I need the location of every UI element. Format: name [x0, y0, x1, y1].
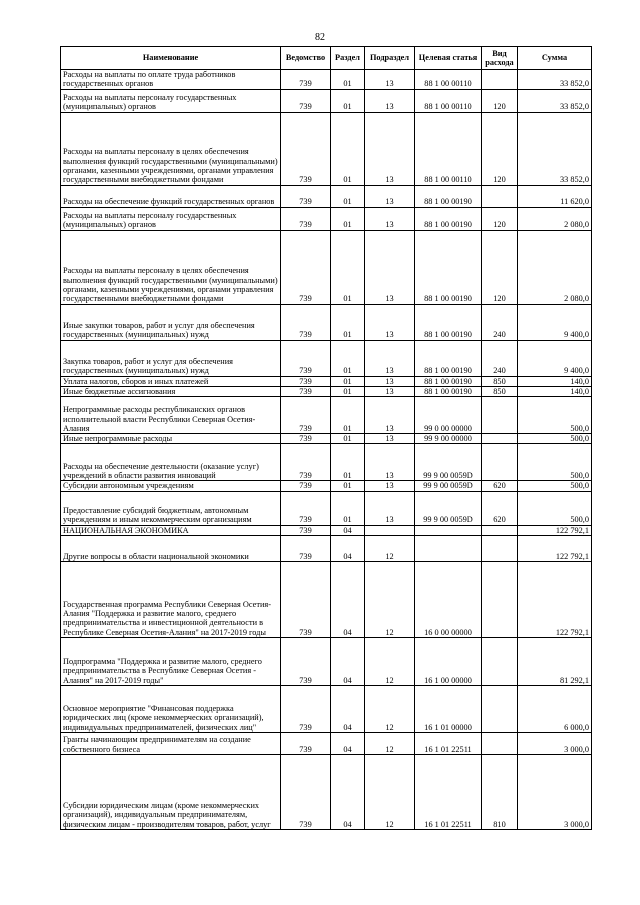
table-row [61, 386, 592, 396]
cell-section: 01 [331, 376, 365, 386]
cell-subsection: 13 [365, 491, 415, 525]
cell-target [415, 535, 482, 561]
cell-amount: 81 292,1 [518, 637, 592, 685]
cell-target: 88 1 00 00190 [415, 230, 482, 304]
cell-target: 88 1 00 00190 [415, 207, 482, 230]
cell-name: Предоставление субсидий бюджетным, автономным учреждениям и иным некоммерческим организациям [61, 491, 281, 525]
cell-amount: 122 792,1 [518, 525, 592, 535]
cell-name: Основное мероприятие "Финансовая поддержка юридических лиц (кроме некоммерческих организаций), индивидуальных предпринимателей, физических лиц" [61, 685, 281, 732]
cell-name: Расходы на выплаты по оплате труда работников государственных органов [61, 70, 281, 90]
cell-subsection: 13 [365, 304, 415, 340]
cell-name: Непрограммные расходы республиканских органов исполнительной власти Республики Северная Осетия-Алания [61, 397, 281, 434]
cell-amount: 140,0 [518, 386, 592, 396]
cell-amount: 500,0 [518, 397, 592, 434]
cell-department: 739 [281, 685, 331, 732]
cell-section: 01 [331, 397, 365, 434]
cell-target: 99 9 00 0059D [415, 444, 482, 481]
cell-name: Расходы на выплаты персоналу государственных (муниципальных) органов [61, 89, 281, 112]
cell-amount: 500,0 [518, 434, 592, 444]
table-row [61, 535, 592, 561]
cell-target: 88 1 00 00190 [415, 340, 482, 376]
header-target: Целевая статья [415, 47, 482, 70]
cell-expense-type: 120 [482, 89, 518, 112]
cell-name: Государственная программа Республики Северная Осетия-Алания "Поддержка и развитие малого, среднего предпринимательства и инвестиционной деятельности в Республике Северная Осетия-Алания" на 2017-2019 годы [61, 561, 281, 637]
budget-table [60, 46, 592, 830]
cell-expense-type [482, 561, 518, 637]
cell-expense-type [482, 525, 518, 535]
cell-expense-type [482, 70, 518, 90]
cell-section: 04 [331, 732, 365, 754]
cell-target: 88 1 00 00190 [415, 185, 482, 207]
table-row [61, 754, 592, 829]
cell-section: 04 [331, 637, 365, 685]
cell-subsection: 13 [365, 70, 415, 90]
cell-section: 04 [331, 535, 365, 561]
table-row [61, 397, 592, 434]
cell-amount: 3 000,0 [518, 732, 592, 754]
cell-expense-type: 850 [482, 376, 518, 386]
cell-target: 99 9 00 00000 [415, 434, 482, 444]
cell-amount: 3 000,0 [518, 754, 592, 829]
cell-name: Расходы на обеспечение функций государственных органов [61, 185, 281, 207]
cell-amount: 9 400,0 [518, 304, 592, 340]
cell-amount: 122 792,1 [518, 535, 592, 561]
cell-amount: 9 400,0 [518, 340, 592, 376]
cell-target: 16 0 00 00000 [415, 561, 482, 637]
cell-expense-type [482, 434, 518, 444]
cell-subsection: 13 [365, 397, 415, 434]
cell-section: 01 [331, 304, 365, 340]
cell-subsection: 13 [365, 207, 415, 230]
cell-expense-type [482, 685, 518, 732]
table-row [61, 525, 592, 535]
cell-amount: 33 852,0 [518, 89, 592, 112]
cell-subsection [365, 525, 415, 535]
header-name: Наименование [61, 47, 281, 70]
cell-name: Иные непрограммные расходы [61, 434, 281, 444]
cell-name: Субсидии юридическим лицам (кроме некоммерческих организаций), индивидуальным предпринимателям, физическим лицам - производителям товаров, работ, услуг [61, 754, 281, 829]
table-row [61, 637, 592, 685]
cell-name: Расходы на выплаты персоналу в целях обеспечения выполнения функций государственными (муниципальными) органами, казенными учреждениями, органами управления государственными внебюджетными фондами [61, 112, 281, 185]
cell-target: 88 1 00 00190 [415, 304, 482, 340]
table-row [61, 207, 592, 230]
cell-amount: 33 852,0 [518, 112, 592, 185]
cell-expense-type [482, 185, 518, 207]
cell-department: 739 [281, 207, 331, 230]
cell-subsection: 13 [365, 112, 415, 185]
cell-department: 739 [281, 340, 331, 376]
cell-name: Закупка товаров, работ и услуг для обеспечения государственных (муниципальных) нужд [61, 340, 281, 376]
cell-expense-type [482, 637, 518, 685]
cell-target: 16 1 01 22511 [415, 732, 482, 754]
table-row [61, 185, 592, 207]
cell-target: 88 1 00 00110 [415, 70, 482, 90]
cell-section: 01 [331, 434, 365, 444]
cell-expense-type: 120 [482, 112, 518, 185]
table-row [61, 561, 592, 637]
cell-expense-type [482, 444, 518, 481]
table-row [61, 444, 592, 481]
table-body [61, 70, 592, 830]
cell-department: 739 [281, 397, 331, 434]
cell-amount: 11 620,0 [518, 185, 592, 207]
cell-department: 739 [281, 89, 331, 112]
header-department: Ведомство [281, 47, 331, 70]
cell-amount: 6 000,0 [518, 685, 592, 732]
cell-amount: 122 792,1 [518, 561, 592, 637]
cell-department: 739 [281, 754, 331, 829]
cell-expense-type [482, 535, 518, 561]
cell-expense-type: 810 [482, 754, 518, 829]
cell-department: 739 [281, 70, 331, 90]
cell-expense-type: 120 [482, 230, 518, 304]
cell-amount: 500,0 [518, 491, 592, 525]
cell-target: 99 9 00 0059D [415, 481, 482, 491]
cell-name: Расходы на обеспечение деятельности (оказание услуг) учреждений в области развития инноваций [61, 444, 281, 481]
cell-name: Расходы на выплаты персоналу в целях обеспечения выполнения функций государственными (муниципальными) органами, казенными учреждениями, органами управления государственными внебюджетными фондами [61, 230, 281, 304]
cell-amount: 140,0 [518, 376, 592, 386]
cell-subsection: 12 [365, 685, 415, 732]
cell-department: 739 [281, 185, 331, 207]
cell-department: 739 [281, 637, 331, 685]
cell-name: Иные бюджетные ассигнования [61, 386, 281, 396]
cell-target: 16 1 00 00000 [415, 637, 482, 685]
cell-subsection: 12 [365, 561, 415, 637]
cell-section: 04 [331, 561, 365, 637]
cell-department: 739 [281, 491, 331, 525]
cell-subsection: 13 [365, 376, 415, 386]
cell-department: 739 [281, 535, 331, 561]
cell-target: 88 1 00 00110 [415, 112, 482, 185]
cell-name: НАЦИОНАЛЬНАЯ ЭКОНОМИКА [61, 525, 281, 535]
cell-section: 01 [331, 386, 365, 396]
header-amount: Сумма [518, 47, 592, 70]
table-row [61, 376, 592, 386]
cell-expense-type: 620 [482, 491, 518, 525]
cell-section: 04 [331, 685, 365, 732]
cell-amount: 500,0 [518, 444, 592, 481]
cell-target: 88 1 00 00190 [415, 386, 482, 396]
cell-department: 739 [281, 561, 331, 637]
cell-expense-type: 850 [482, 386, 518, 396]
page-number: 82 [315, 32, 325, 43]
cell-department: 739 [281, 434, 331, 444]
cell-subsection: 13 [365, 444, 415, 481]
cell-expense-type [482, 732, 518, 754]
cell-expense-type: 240 [482, 340, 518, 376]
table-row [61, 340, 592, 376]
table-row [61, 89, 592, 112]
header-section: Раздел [331, 47, 365, 70]
header-subsection: Подраздел [365, 47, 415, 70]
cell-subsection: 12 [365, 732, 415, 754]
header-expense-type: Вид расхода [482, 47, 518, 70]
cell-target: 88 1 00 00110 [415, 89, 482, 112]
header-row [61, 47, 592, 70]
table-row [61, 230, 592, 304]
cell-subsection: 12 [365, 535, 415, 561]
table-row [61, 304, 592, 340]
cell-department: 739 [281, 376, 331, 386]
cell-expense-type [482, 397, 518, 434]
cell-department: 739 [281, 230, 331, 304]
cell-name: Другие вопросы в области национальной экономики [61, 535, 281, 561]
cell-name: Расходы на выплаты персоналу государственных (муниципальных) органов [61, 207, 281, 230]
cell-department: 739 [281, 444, 331, 481]
table-row [61, 481, 592, 491]
cell-expense-type: 620 [482, 481, 518, 491]
cell-section: 01 [331, 185, 365, 207]
cell-target [415, 525, 482, 535]
cell-section: 01 [331, 70, 365, 90]
cell-target: 16 1 01 00000 [415, 685, 482, 732]
cell-section: 04 [331, 754, 365, 829]
cell-target: 99 9 00 0059D [415, 491, 482, 525]
cell-department: 739 [281, 525, 331, 535]
cell-expense-type: 120 [482, 207, 518, 230]
cell-amount: 500,0 [518, 481, 592, 491]
cell-name: Уплата налогов, сборов и иных платежей [61, 376, 281, 386]
cell-section: 01 [331, 89, 365, 112]
cell-subsection: 13 [365, 230, 415, 304]
cell-section: 01 [331, 340, 365, 376]
table-row [61, 434, 592, 444]
cell-section: 01 [331, 481, 365, 491]
table-row [61, 70, 592, 90]
cell-department: 739 [281, 481, 331, 491]
cell-name: Подпрограмма "Поддержка и развитие малого, среднего предпринимательства в Республике Северная Осетия - Алания" на 2017-2019 годы" [61, 637, 281, 685]
cell-department: 739 [281, 112, 331, 185]
cell-section: 01 [331, 230, 365, 304]
cell-section: 04 [331, 525, 365, 535]
cell-amount: 33 852,0 [518, 70, 592, 90]
table-row [61, 491, 592, 525]
table-row [61, 685, 592, 732]
cell-subsection: 13 [365, 386, 415, 396]
cell-amount: 2 080,0 [518, 207, 592, 230]
cell-section: 01 [331, 444, 365, 481]
cell-subsection: 12 [365, 637, 415, 685]
cell-subsection: 13 [365, 481, 415, 491]
cell-section: 01 [331, 112, 365, 185]
cell-department: 739 [281, 732, 331, 754]
table-row [61, 732, 592, 754]
cell-subsection: 13 [365, 434, 415, 444]
cell-target: 16 1 01 22511 [415, 754, 482, 829]
cell-expense-type: 240 [482, 304, 518, 340]
cell-section: 01 [331, 207, 365, 230]
cell-department: 739 [281, 304, 331, 340]
cell-name: Субсидии автономным учреждениям [61, 481, 281, 491]
cell-subsection: 12 [365, 754, 415, 829]
table-row [61, 112, 592, 185]
cell-department: 739 [281, 386, 331, 396]
cell-section: 01 [331, 491, 365, 525]
cell-target: 99 0 00 00000 [415, 397, 482, 434]
cell-amount: 2 080,0 [518, 230, 592, 304]
cell-subsection: 13 [365, 340, 415, 376]
cell-subsection: 13 [365, 185, 415, 207]
cell-name: Гранты начинающим предпринимателям на создание собственного бизнеса [61, 732, 281, 754]
cell-name: Иные закупки товаров, работ и услуг для обеспечения государственных (муниципальных) нужд [61, 304, 281, 340]
cell-subsection: 13 [365, 89, 415, 112]
cell-target: 88 1 00 00190 [415, 376, 482, 386]
